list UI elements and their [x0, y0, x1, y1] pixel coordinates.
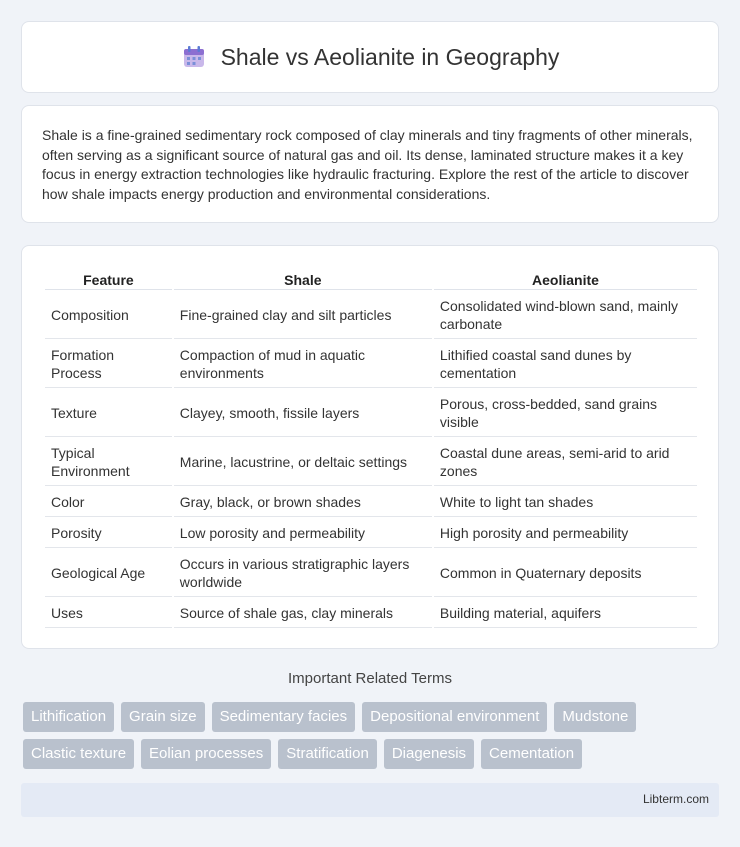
- table-row: [45, 292, 697, 339]
- cell-aeolianite: Common in Quaternary deposits: [434, 550, 697, 597]
- comparison-table-card: [21, 245, 719, 649]
- tag-clastic-texture[interactable]: Clastic texture: [23, 739, 134, 769]
- cell-aeolianite: Consolidated wind-blown sand, mainly carbonate: [434, 292, 697, 339]
- tag-stratification[interactable]: Stratification: [278, 739, 377, 769]
- tag-diagenesis[interactable]: Diagenesis: [384, 739, 474, 769]
- cell-feature: Porosity: [45, 519, 172, 548]
- cell-feature: Texture: [45, 390, 172, 437]
- cell-aeolianite: Coastal dune areas, semi-arid to arid zones: [434, 439, 697, 486]
- tag-eolian-processes[interactable]: Eolian processes: [141, 739, 271, 769]
- table-row: [45, 488, 697, 517]
- cell-feature: Typical Environment: [45, 439, 172, 486]
- cell-feature: Composition: [45, 292, 172, 339]
- tag-grain-size[interactable]: Grain size: [121, 702, 205, 732]
- cell-shale: Marine, lacustrine, or deltaic settings: [174, 439, 432, 486]
- header-aeolianite: Aeolianite: [434, 268, 697, 290]
- table-row: [45, 599, 697, 628]
- cell-shale: Clayey, smooth, fissile layers: [174, 390, 432, 437]
- cell-feature: Geological Age: [45, 550, 172, 597]
- header-shale: Shale: [174, 268, 432, 290]
- intro-text: Shale is a fine-grained sedimentary rock composed of clay minerals and tiny fragments of other minerals, often serving as a significant source of natural gas and oil. Its dense, laminated structure makes it a key focus in energy extraction technologies like hydraulic fracturing. Explore the rest of the article to discover how shale impacts energy production and environmental considerations.: [42, 127, 693, 202]
- cell-aeolianite: Porous, cross-bedded, sand grains visible: [434, 390, 697, 437]
- cell-aeolianite: Lithified coastal sand dunes by cementation: [434, 341, 697, 388]
- cell-shale: Compaction of mud in aquatic environments: [174, 341, 432, 388]
- table-row: [45, 550, 697, 597]
- tag-depositional-environment[interactable]: Depositional environment: [362, 702, 547, 732]
- cell-shale: Source of shale gas, clay minerals: [174, 599, 432, 628]
- cell-aeolianite: High porosity and permeability: [434, 519, 697, 548]
- footer: [21, 783, 719, 817]
- tag-lithification[interactable]: Lithification: [23, 702, 114, 732]
- page-title: Shale vs Aeolianite in Geography: [220, 43, 560, 70]
- comparison-table: [43, 266, 699, 630]
- table-row: [45, 439, 697, 486]
- cell-aeolianite: White to light tan shades: [434, 488, 697, 517]
- related-terms-title: Important Related Terms: [288, 670, 452, 687]
- cell-aeolianite: Building material, aquifers: [434, 599, 697, 628]
- cell-feature: Formation Process: [45, 341, 172, 388]
- cell-shale: Low porosity and permeability: [174, 519, 432, 548]
- footer-site-link[interactable]: Libterm.com: [642, 792, 709, 806]
- table-row: [45, 519, 697, 548]
- intro-card: [21, 105, 719, 223]
- cell-feature: Uses: [45, 599, 172, 628]
- cell-shale: Gray, black, or brown shades: [174, 488, 432, 517]
- cell-feature: Color: [45, 488, 172, 517]
- related-terms-tags: [23, 702, 723, 776]
- calendar-icon: [181, 44, 207, 70]
- header-feature: Feature: [45, 268, 172, 290]
- cell-shale: Occurs in various stratigraphic layers worldwide: [174, 550, 432, 597]
- table-row: [45, 341, 697, 388]
- tag-mudstone[interactable]: Mudstone: [554, 702, 636, 732]
- cell-shale: Fine-grained clay and silt particles: [174, 292, 432, 339]
- title-card: [21, 21, 719, 93]
- tag-sedimentary-facies[interactable]: Sedimentary facies: [212, 702, 356, 732]
- table-row: [45, 390, 697, 437]
- tag-cementation[interactable]: Cementation: [481, 739, 582, 769]
